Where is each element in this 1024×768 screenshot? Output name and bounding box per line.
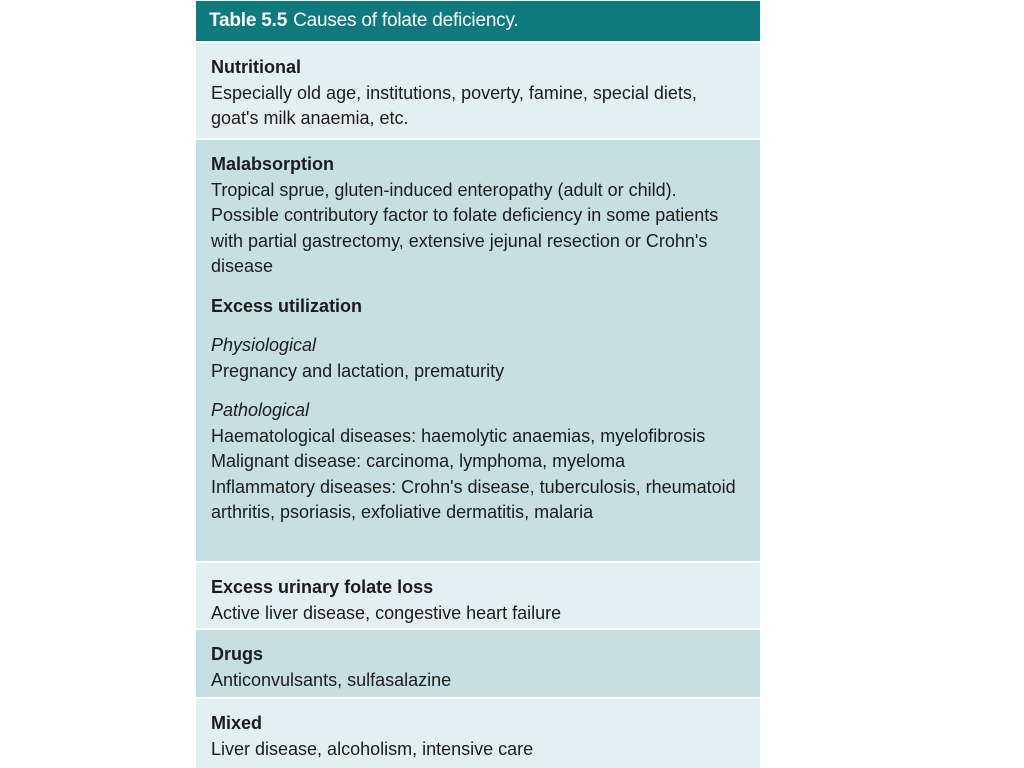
pathological-item: Malignant disease: carcinoma, lymphoma, myeloma [211,451,626,471]
description-physiological: Pregnancy and lactation, prematurity [211,360,505,381]
category-urinary-loss: Excess urinary folate loss [211,577,434,597]
table-label: Table 5.5 [209,10,288,31]
category-mixed: Mixed [211,713,263,733]
row-urinary-loss [196,561,760,628]
table-title: Causes of folate deficiency. [293,10,519,31]
pathological-item: Haematological diseases: haemolytic anaemias, myelofibrosis [211,425,706,446]
row-malabsorption-and-utilization [196,138,760,561]
category-excess-utilization: Excess utilization [211,295,363,316]
category-malabsorption: Malabsorption [211,154,335,174]
description-nutritional: Especially old age, institutions, poverty, famine, special diets, goat's milk anaemia, etc. [211,82,697,128]
description-malabsorption: Tropical sprue, gluten-induced enteropathy (adult or child). Possible contributory factor to folate deficiency in some patients with partial gastrectomy, extensive jejunal resection or Crohn's disease [211,179,719,276]
row-mixed [196,697,760,768]
row-drugs [196,628,760,697]
category-drugs: Drugs [211,644,264,664]
subheading-physiological: Physiological [211,335,317,355]
description-urinary-loss: Active liver disease, congestive heart failure [211,602,562,623]
pathological-item: Inflammatory diseases: Crohn's disease, tuberculosis, rheumatoid arthritis, psoriasis, exfoliative dermatitis, malaria [211,476,736,522]
folate-deficiency-table [196,1,760,768]
subheading-pathological: Pathological [211,400,310,420]
description-mixed: Liver disease, alcoholism, intensive care [211,738,534,759]
description-drugs: Anticonvulsants, sulfasalazine [211,669,452,690]
table-header [196,1,760,41]
category-nutritional: Nutritional [211,57,301,77]
row-nutritional [196,41,760,138]
